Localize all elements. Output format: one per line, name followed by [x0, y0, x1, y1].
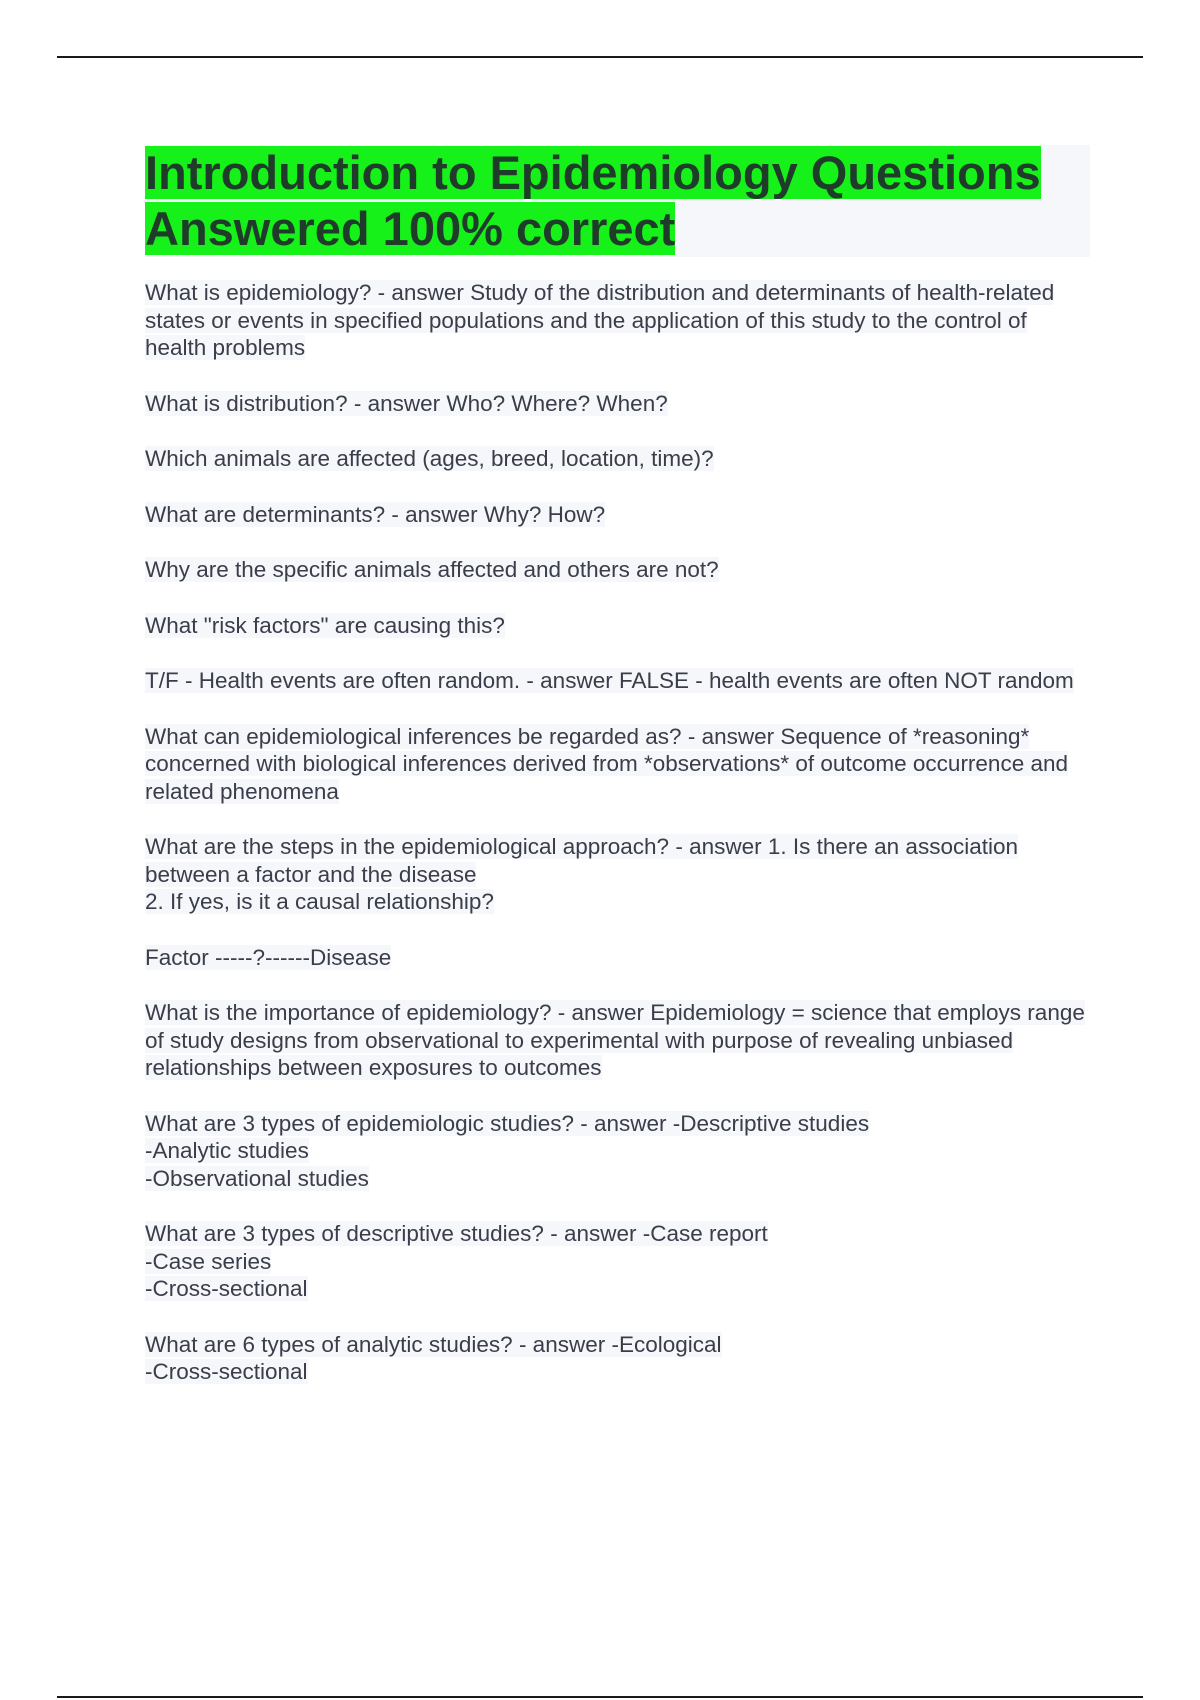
qa-text: T/F - Health events are often random. - answer FALSE - health events are often NOT random [145, 668, 1074, 693]
bottom-rule [57, 1696, 1143, 1698]
qa-item [145, 833, 1090, 916]
qa-item [145, 1110, 1090, 1193]
qa-text: What can epidemiological inferences be regarded as? - answer Sequence of *reasoning* concerned with biological inferences derived from *observations* of outcome occurrence and related phenomena [145, 723, 1069, 804]
qa-item [145, 556, 1090, 584]
qa-item [145, 944, 1090, 972]
qa-text: What are the steps in the epidemiological approach? - answer 1. Is there an association between a factor and the disease 2. If yes, is it a causal relationship? [145, 834, 1018, 914]
qa-text: What are 3 types of descriptive studies? - answer -Case report -Case series -Cross-sectional [145, 1221, 768, 1301]
qa-text: Factor -----?------Disease [145, 944, 392, 970]
qa-item [145, 667, 1090, 695]
qa-text: What "risk factors" are causing this? [145, 612, 505, 638]
qa-text: What is the importance of epidemiology? - answer Epidemiology = science that employs range of study designs from observational to experimental with purpose of revealing unbiased relationships between exposures to outcomes [145, 1000, 1085, 1080]
qa-item [145, 999, 1090, 1082]
qa-item [145, 279, 1090, 362]
qa-text: What is distribution? - answer Who? Where? When? [145, 390, 668, 416]
qa-item [145, 1331, 1090, 1386]
top-rule [57, 56, 1143, 58]
qa-item [145, 723, 1090, 806]
qa-item [145, 390, 1090, 418]
qa-text: Which animals are affected (ages, breed, location, time)? [145, 446, 714, 471]
qa-list [145, 279, 1090, 1386]
qa-item [145, 1220, 1090, 1303]
title-highlight: Introduction to Epidemiology Questions Answered 100% correct [145, 146, 1041, 255]
document-body [145, 145, 1090, 1414]
qa-text: What is epidemiology? - answer Study of the distribution and determinants of health-related states or events in specified populations and the application of this study to the control of health problems [145, 280, 1055, 360]
document-title [145, 145, 1090, 257]
qa-text: Why are the specific animals affected and others are not? [145, 557, 719, 582]
title-block [145, 145, 1090, 257]
qa-item [145, 445, 1090, 473]
qa-text: What are 3 types of epidemiologic studies? - answer -Descriptive studies -Analytic studies -Observational studies [145, 1110, 870, 1191]
qa-item [145, 612, 1090, 640]
qa-text: What are determinants? - answer Why? How? [145, 501, 606, 527]
qa-item [145, 501, 1090, 529]
qa-text: What are 6 types of analytic studies? - answer -Ecological -Cross-sectional [145, 1331, 722, 1384]
